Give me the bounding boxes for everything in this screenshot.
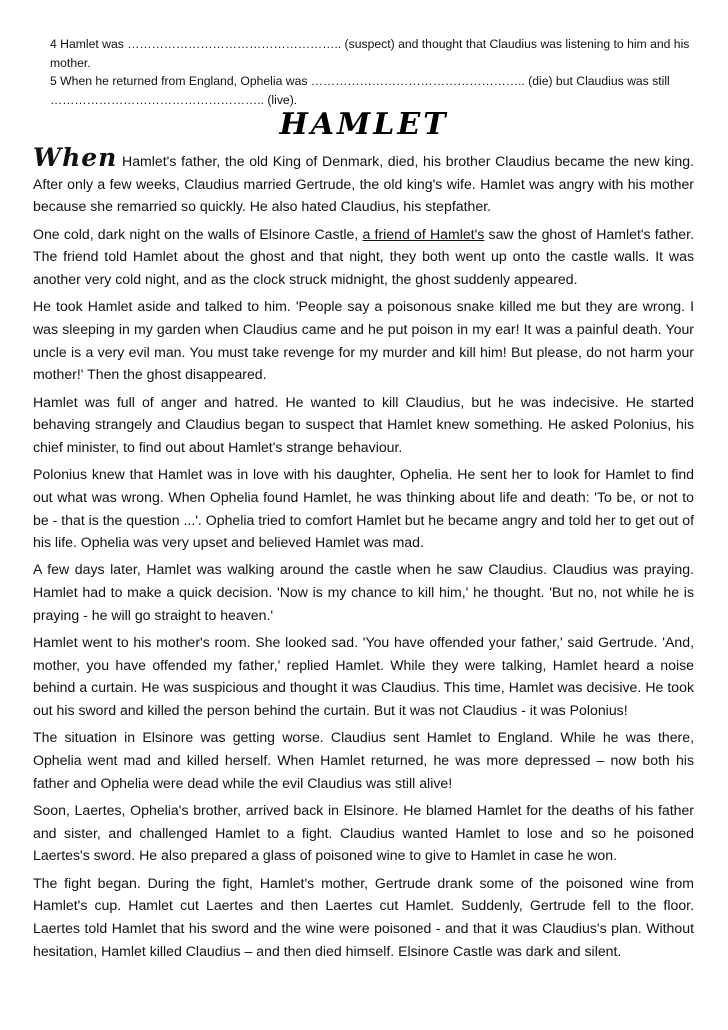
story-paragraph: He took Hamlet aside and talked to him. 'People say a poisonous snake killed me but they are wrong. I was sleeping in my garden when Claudius came and he put poison in my ear! It was a painful death. Your uncle is a very evil man. You must take revenge for my murder and kill him! But please, do not harm your mother!' Then the ghost disappeared. (33, 298, 694, 383)
story-paragraph (33, 223, 694, 291)
story-paragraph: Hamlet went to his mother's room. She looked sad. 'You have offended your father,' said Gertrude. 'And, mother, you have offended my father,' replied Hamlet. While they were talking, Hamlet heard a noise behind a curtain. He was suspicious and thought it was Claudius. This time, Hamlet was decisive. He took out his sword and killed the person behind the curtain. But it was not Claudius - it was Polonius! (33, 634, 694, 719)
document-title: HAMLET (279, 107, 449, 142)
underlined-phrase: a friend of Hamlet's (362, 225, 485, 242)
story-paragraph: Hamlet was full of anger and hatred. He wanted to kill Claudius, but he was indecisive. He started behaving strangely and Claudius began to suspect that Hamlet knew something. He asked Polonius, his chief minister, to find out about Hamlet's strange behaviour. (33, 393, 694, 455)
decorative-lead-word: When (33, 143, 118, 172)
story-body (33, 143, 694, 967)
paragraph-text: Hamlet's father, the old King of Denmark, died, his brother Claudius became the new king. After only a few weeks, Claudius married Gertrude, the old king's wife. Hamlet was angry with his mother because she remarried so quickly. He also hated Claudius, his stepfather. (33, 153, 694, 215)
paragraph-text: saw the ghost of Hamlet's father. The friend told Hamlet about the ghost and that night, they both went up onto the castle walls. It was another very cold night, and as the clock struck midnight, the ghost suddenly appeared. (33, 225, 694, 288)
story-paragraph: A few days later, Hamlet was walking around the castle when he saw Claudius. Claudius was praying. Hamlet had to make a quick decision. 'Now is my chance to kill him,' he thought. 'But no, not while he is praying - he will go straight to heaven.' (33, 561, 694, 623)
exercise-section (50, 35, 690, 109)
story-paragraph (33, 143, 694, 218)
exercise-item-5: 5 When he returned from England, Ophelia was …………………………………………….. (die) but Claudius was still …………………………………………….. (live). (50, 74, 670, 107)
paragraph-text: One cold, dark night on the walls of Elsinore Castle, (33, 225, 363, 242)
exercise-item-4: 4 Hamlet was …………………………………………….. (suspect) and thought that Claudius was listening to him and his mother. (50, 37, 690, 70)
story-paragraph: Polonius knew that Hamlet was in love with his daughter, Ophelia. He sent her to look for Hamlet to find out what was wrong. When Ophelia found Hamlet, he was thinking about life and death: 'To be, or not to be - that is the question ...'. Ophelia tried to comfort Hamlet but he became angry and told her to get out of his life. Ophelia was very upset and believed Hamlet was mad. (33, 466, 694, 551)
story-paragraph: The situation in Elsinore was getting worse. Claudius sent Hamlet to England. While he was there, Ophelia went mad and killed herself. When Hamlet returned, he was more depressed – now both his father and Ophelia were dead while the evil Claudius was still alive! (33, 729, 694, 791)
story-paragraph: Soon, Laertes, Ophelia's brother, arrived back in Elsinore. He blamed Hamlet for the deaths of his father and sister, and challenged Hamlet to a fight. Claudius wanted Hamlet to lose and so he poisoned Laertes's sword. He also prepared a glass of poisoned wine to give to Hamlet in case he won. (33, 801, 694, 864)
story-paragraph: The fight began. During the fight, Hamlet's mother, Gertrude drank some of the poisoned wine from Hamlet's cup. Hamlet cut Laertes and then Laertes cut Hamlet. Suddenly, Gertrude fell to the floor. Laertes told Hamlet that his sword and the wine were poisoned - and that it was Claudius's plan. Without hesitation, Hamlet killed Claudius – and then died himself. Elsinore Castle was dark and silent. (33, 874, 694, 959)
